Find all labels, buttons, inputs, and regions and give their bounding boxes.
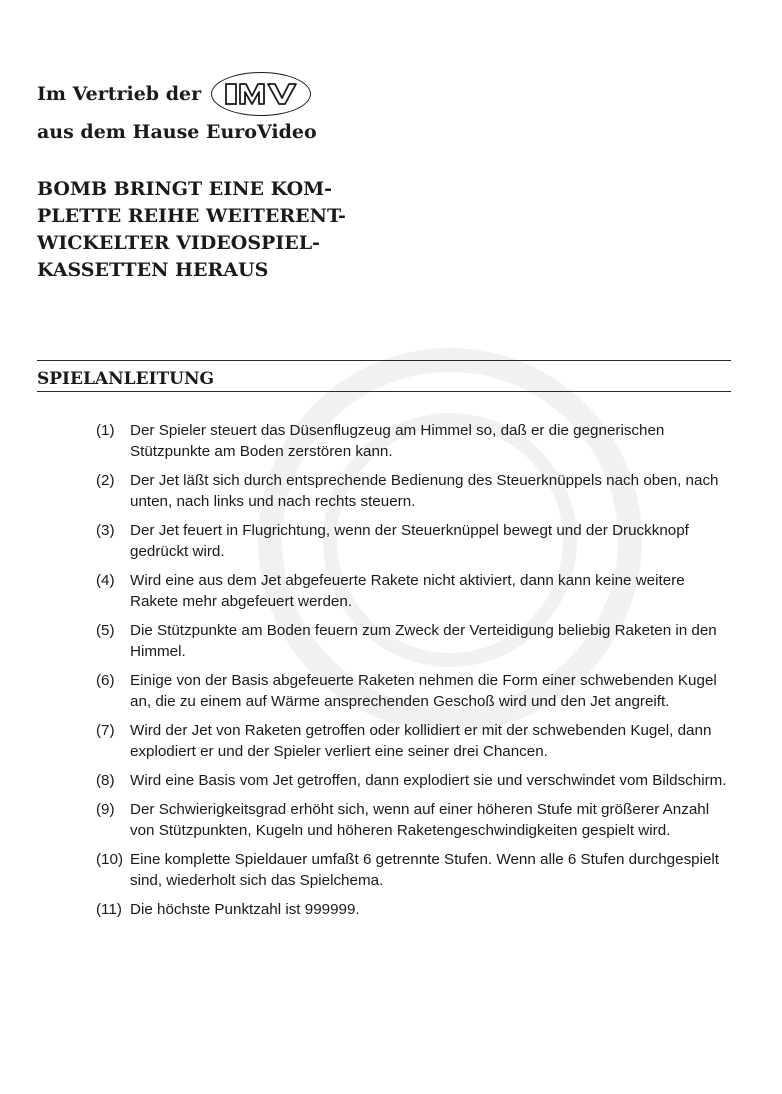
instruction-number: (4) <box>96 572 115 589</box>
distribution-line <box>37 72 311 116</box>
instruction-item <box>96 770 736 791</box>
instruction-item <box>96 899 736 920</box>
instruction-number: (10) <box>96 851 124 868</box>
instruction-text: Eine komplette Spieldauer umfaßt 6 getrennte Stufen. Wenn alle 6 Stufen durchgespielt sind, wiederholt sich das Spielchema. <box>130 851 720 889</box>
instruction-number: (5) <box>96 622 115 639</box>
instruction-number: (2) <box>96 472 115 489</box>
section-divider <box>37 391 731 392</box>
instruction-text: Wird eine Basis vom Jet getroffen, dann explodiert sie und verschwindet vom Bildschirm. <box>130 772 727 789</box>
instruction-number: (6) <box>96 672 115 689</box>
top-divider <box>37 360 731 361</box>
headline <box>37 176 397 284</box>
instruction-number: (1) <box>96 422 115 439</box>
instruction-number: (8) <box>96 772 115 789</box>
instruction-text: Der Schwierigkeitsgrad erhöht sich, wenn auf einer höheren Stufe mit größerer Anzahl von Stützpunkten, Kugeln und höheren Raketengeschwindigkeiten gespielt wird. <box>130 801 710 839</box>
instruction-item <box>96 849 736 891</box>
instruction-text: Der Spieler steuert das Düsenflugzeug am Himmel so, daß er die gegnerischen Stützpunkte am Boden zerstören kann. <box>130 422 665 460</box>
instruction-text: Wird eine aus dem Jet abgefeuerte Rakete nicht aktiviert, dann kann keine weitere Rakete mehr abgefeuert werden. <box>130 572 685 610</box>
imv-logo <box>211 72 311 116</box>
house-line: aus dem Hause EuroVideo <box>37 121 317 143</box>
instruction-number: (9) <box>96 801 115 818</box>
distribution-text: Im Vertrieb der <box>37 83 202 105</box>
instruction-item <box>96 620 736 662</box>
instruction-text: Der Jet läßt sich durch entsprechende Bedienung des Steuerknüppels nach oben, nach unten, nach links und nach rechts steuern. <box>130 472 719 510</box>
section-title: SPIELANLEITUNG <box>37 369 215 389</box>
instruction-item <box>96 420 736 462</box>
instruction-text: Einige von der Basis abgefeuerte Raketen nehmen die Form einer schwebenden Kugel an, die zu einem auf Wärme ansprechenden Geschoß wird und den Jet angreift. <box>130 672 717 710</box>
instruction-text: Der Jet feuert in Flugrichtung, wenn der Steuerknüppel bewegt und der Druckknopf gedrückt wird. <box>130 522 689 560</box>
instruction-item <box>96 470 736 512</box>
instruction-item <box>96 720 736 762</box>
instruction-number: (11) <box>96 901 122 918</box>
instruction-text: Die höchste Punktzahl ist 999999. <box>130 901 360 918</box>
headline-line: KASSETTEN HERAUS <box>37 259 269 281</box>
instruction-number: (7) <box>96 722 115 739</box>
instruction-number: (3) <box>96 522 115 539</box>
instruction-text: Wird der Jet von Raketen getroffen oder kollidiert er mit der schwebenden Kugel, dann explodiert er und der Spieler verliert eine seiner drei Chancen. <box>130 722 712 760</box>
instruction-text: Die Stützpunkte am Boden feuern zum Zweck der Verteidigung beliebig Raketen in den Himmel. <box>130 622 717 660</box>
instruction-list <box>96 420 736 928</box>
headline-line: WICKELTER VIDEOSPIEL- <box>37 232 320 254</box>
instruction-item <box>96 570 736 612</box>
headline-line: PLETTE REIHE WEITERENT- <box>37 205 346 227</box>
instruction-item <box>96 670 736 712</box>
instruction-item <box>96 520 736 562</box>
instruction-item <box>96 799 736 841</box>
headline-line: BOMB BRINGT EINE KOM- <box>37 178 333 200</box>
